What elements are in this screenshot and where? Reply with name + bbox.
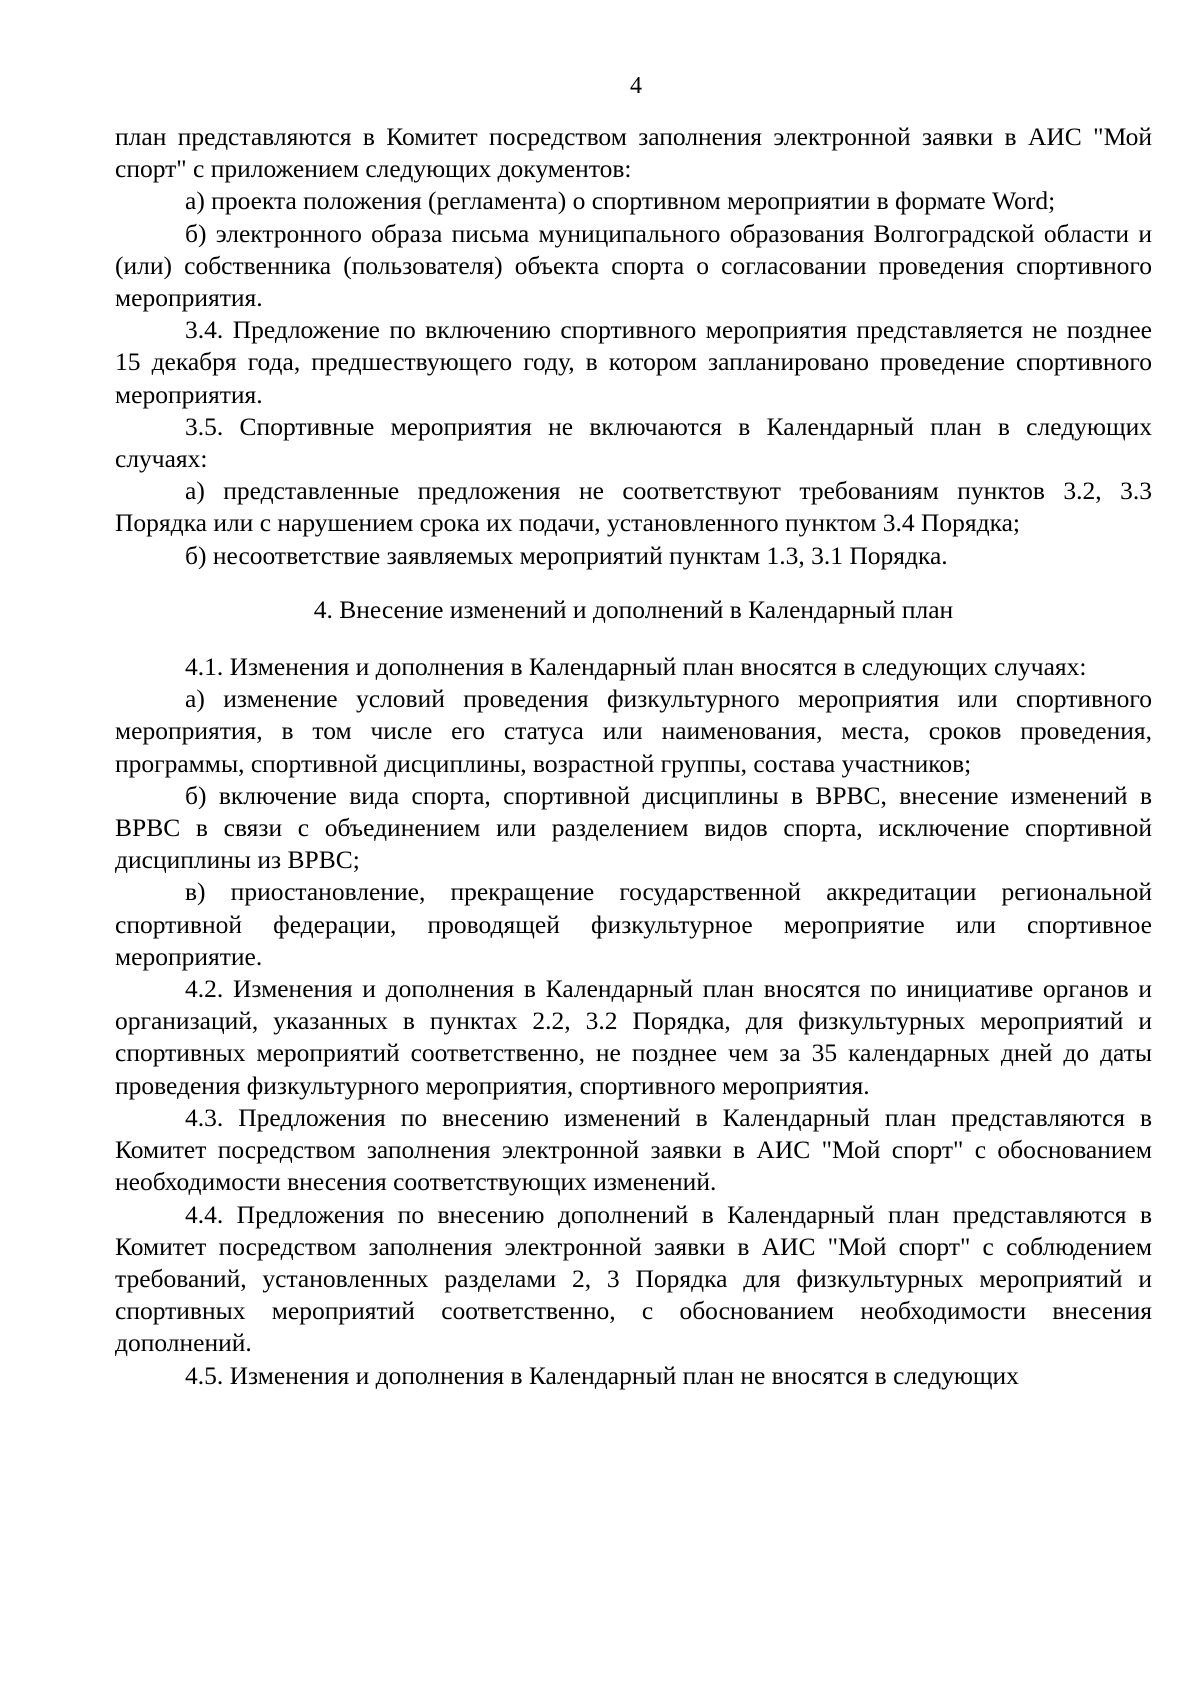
paragraph-3-5: 3.5. Спортивные мероприятия не включаются в Календарный план в следующих случаях: xyxy=(115,411,1152,474)
section-heading-4: 4. Внесение изменений и дополнений в Календарный план xyxy=(313,594,954,624)
paragraph-3-5-a: а) представленные предложения не соответствуют требованиям пунктов 3.2, 3.3 Порядка или с нарушением срока их подачи, установленного пунктом 3.4 Порядка; xyxy=(115,476,1152,538)
paragraph-4-3: 4.3. Предложения по внесению изменений в Календарный план представляются в Комитет посредством заполнения электронной заявки в АИС "Мой спорт" с обоснованием необходимости внесения соответствующих изменений. xyxy=(115,1102,1152,1197)
paragraph-4-5: 4.5. Изменения и дополнения в Календарный план не вносятся в следующих xyxy=(185,1360,1019,1390)
paragraph-4-1-b: б) включение вида спорта, спортивной дисциплины в ВРВС, внесение изменений в ВРВС в связи с объединением или разделением видов спорта, исключение спортивной дисциплины из ВРВС; xyxy=(115,780,1152,875)
paragraph-3-3-a: а) проекта положения (регламента) о спортивном мероприятии в формате Word; xyxy=(185,186,1056,216)
paragraph-4-2: 4.2. Изменения и дополнения в Календарный план вносятся по инициативе органов и организаций, указанных в пунктах 2.2, 3.2 Порядка, для физкультурных мероприятий и спортивных мероприятий соответственно, не позднее чем за 35 календарных дней до даты проведения физкультурного мероприятия, спортивного мероприятия. xyxy=(115,974,1152,1100)
paragraph-3-4: 3.4. Предложение по включению спортивного мероприятия представляется не позднее 15 декабря года, предшествующего году, в котором запланировано проведение спортивного мероприятия. xyxy=(115,315,1152,409)
paragraph-continuation: план представляются в Комитет посредством заполнения электронной заявки в АИС "Мой спорт" с приложением следующих документов: xyxy=(115,122,1152,184)
page-number: 4 xyxy=(630,73,642,99)
paragraph-3-3-b: б) электронного образа письма муниципального образования Волгоградской области и (или) собственника (пользователя) объекта спорта о согласовании проведения спортивного мероприятия. xyxy=(115,218,1152,313)
paragraph-4-1: 4.1. Изменения и дополнения в Календарный план вносятся в следующих случаях: xyxy=(185,652,1087,682)
document-body xyxy=(115,121,1152,1392)
paragraph-4-1-c: в) приостановление, прекращение государственной аккредитации региональной спортивной федерации, проводящей физкультурное мероприятие или спортивное мероприятие. xyxy=(115,877,1152,971)
paragraph-3-5-b: б) несоответствие заявляемых мероприятий пунктам 1.3, 3.1 Порядка. xyxy=(185,540,948,570)
paragraph-4-1-a: а) изменение условий проведения физкультурного мероприятия или спортивного мероприятия, в том числе его статуса или наименования, места, сроков проведения, программы, спортивной дисциплины, возрастной группы, состава участников; xyxy=(115,684,1152,778)
paragraph-4-4: 4.4. Предложения по внесению дополнений в Календарный план представляются в Комитет посредством заполнения электронной заявки в АИС "Мой спорт" с соблюдением требований, установленных разделами 2, 3 Порядка для физкультурных мероприятий и спортивных мероприятий соответственно, с обоснованием необходимости внесения дополнений. xyxy=(115,1199,1152,1358)
